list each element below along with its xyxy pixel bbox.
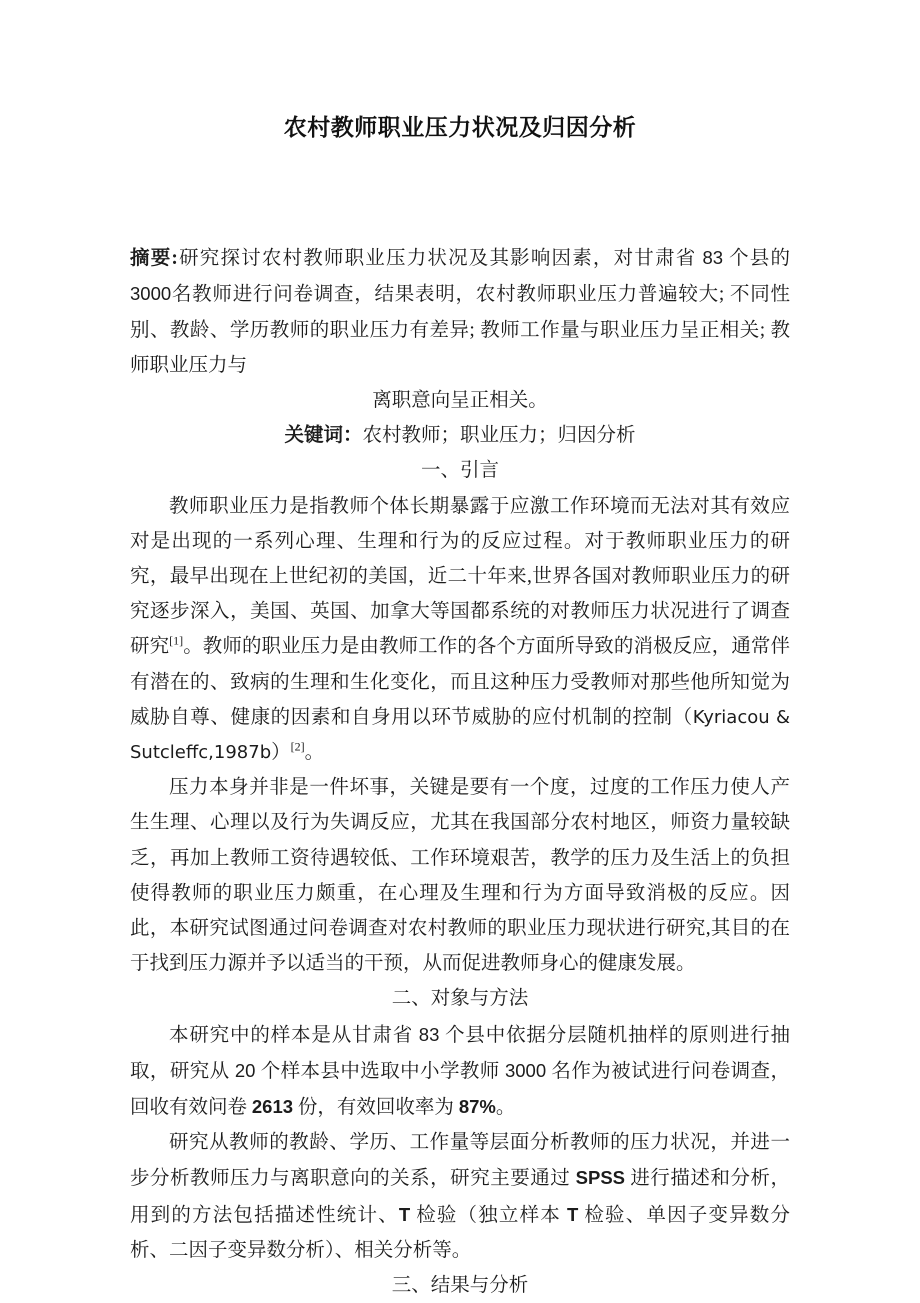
abstract-label: 摘要: xyxy=(130,248,178,270)
abstract-last-line: 离职意向呈正相关。 xyxy=(372,390,548,411)
methods-p1-text-a: 本研究中的样本是从甘肃省 xyxy=(169,1024,419,1046)
methods-p1-text-c: 个样本县中选取中小学教师 xyxy=(255,1060,505,1082)
sample-county-count-value: 20 xyxy=(234,1059,256,1081)
test-label-1: T xyxy=(398,1203,411,1225)
keywords-paragraph xyxy=(130,418,790,453)
response-rate-value: 87% xyxy=(458,1096,496,1118)
methods-p1-text-b: 个县中依据分层随机抽样的原则进行抽取，研究从 xyxy=(130,1024,790,1082)
county-count-value: 83 xyxy=(702,247,724,269)
methods-paragraph-2 xyxy=(130,1125,790,1268)
keywords-label: 关键词： xyxy=(284,425,363,447)
test-label-2: T xyxy=(567,1203,579,1225)
methods-p2-text-c: 检验（独立样本 xyxy=(410,1204,567,1226)
introduction-paragraph-2: 压力本身并非是一件坏事，关键是要有一个度，过度的工作压力使人产生生理、心理以及行为失调反应，尤其在我国部分农村地区，师资力量较缺乏，再加上教师工资待遇较低、工作环境艰苦，教学的压力及生活上的负担使得教师的职业压力颇重，在心理及生理和行为方面导致消极的反应。因此，本研究试图通过问卷调查对农村教师的职业压力现状进行研究,其目的在于找到压力源并予以适当的干预，从而促进教师身心的健康发展。 xyxy=(130,777,790,975)
page-title: 农村教师职业压力状况及归因分析 xyxy=(283,115,637,140)
intro-p1-text-d: 。 xyxy=(304,742,325,764)
intro-p1-text-c: ） xyxy=(271,742,291,764)
county-count-value-methods: 83 xyxy=(418,1023,440,1045)
valid-questionnaires-value: 2613 xyxy=(251,1096,294,1118)
citation-marker-2: [2] xyxy=(290,739,305,754)
methods-p2-text-b: 进行描述和分析，用到的方法包括描述性统计、 xyxy=(130,1168,790,1226)
section-heading-results: 三、结果与分析 xyxy=(391,1275,529,1297)
keywords-text: 农村教师；职业压力；归因分析 xyxy=(362,425,636,447)
reference-kyriacou: Kyriacou & Sutcleffc,1987b xyxy=(130,706,790,764)
abstract-text-part-2: 个县的 xyxy=(723,248,790,270)
intro-p1-text-b: 。教师的职业压力是由教师工作的各个方面所导致的消极反应，通常伴有潜在的、致病的生理和生化变化，而且这种压力受教师对那些他所知觉为威胁自尊、健康的因素和自身用以环节威胁的应付机制的控制（ xyxy=(130,636,790,728)
methods-p2-text-d: 检验、单因子变异数分析、二因子变异数分析）、相关分析等。 xyxy=(130,1204,790,1261)
abstract-text-part-3: 名教师进行问卷调查，结果表明，农村教师职业压力普遍较大; 不同性别、教龄、学历教师的职业压力有差异; 教师工作量与职业压力呈正相关; 教师职业压力与 xyxy=(130,284,790,376)
section-heading-introduction: 一、引言 xyxy=(420,460,499,482)
methods-p1-text-f: 。 xyxy=(495,1097,516,1119)
teacher-count-value: 3000 xyxy=(130,283,172,305)
software-name: SPSS xyxy=(575,1167,626,1189)
title-spacer xyxy=(130,144,790,240)
methods-p1-text-d: 名作为被试进行问卷调查，回收有效问卷 xyxy=(130,1060,790,1119)
methods-p2-text-a: 研究从教师的教龄、学历、工作量等层面分析教师的压力状况，并进一步分析教师压力与离职意向的关系，研究主要通过 xyxy=(130,1132,790,1190)
citation-marker-1: [1] xyxy=(169,633,184,648)
introduction-paragraph-1 xyxy=(130,489,790,771)
methods-p1-text-e: 份，有效回收率为 xyxy=(293,1097,459,1119)
section-heading-methods: 二、对象与方法 xyxy=(391,988,529,1010)
intro-p1-text-a: 教师职业压力是指教师个体长期暴露于应激工作环境而无法对其有效应对是出现的一系列心理、生理和行为的反应过程。对于教师职业压力的研究，最早出现在上世纪初的美国，近二十年来,世界各国对教师职业压力的研究逐步深入，美国、英国、加拿大等国都系统的对教师压力状况进行了调查研究 xyxy=(130,495,790,658)
abstract-text-part-1: 研究探讨农村教师职业压力状况及其影响因素，对甘肃省 xyxy=(177,248,703,270)
teacher-count-value-methods: 3000 xyxy=(504,1059,547,1081)
methods-paragraph-1 xyxy=(130,1017,790,1126)
abstract-paragraph xyxy=(130,240,790,383)
